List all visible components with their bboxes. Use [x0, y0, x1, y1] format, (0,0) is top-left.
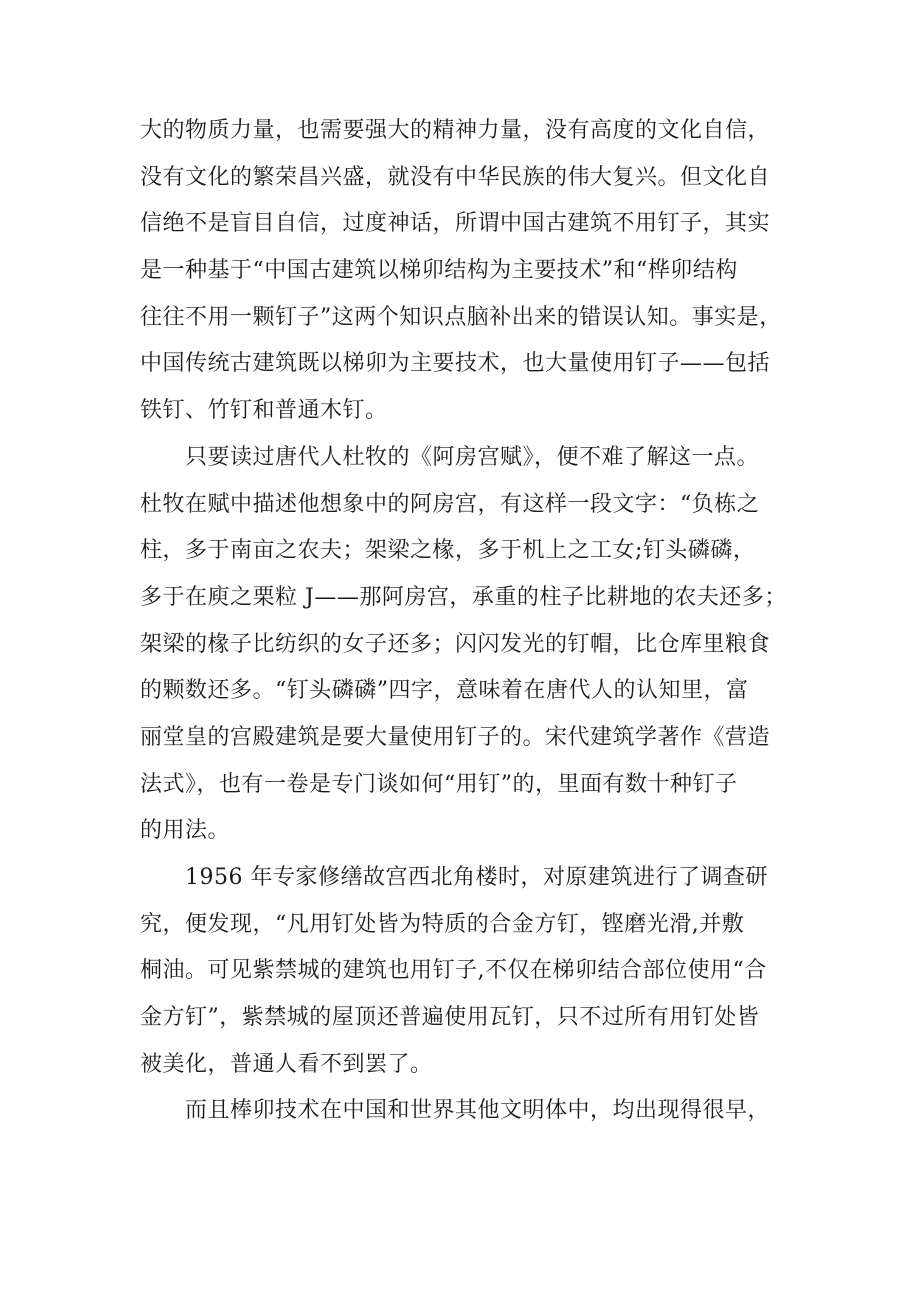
paragraph-start-line: 1956 年专家修缮故宫西北角楼时，对原建筑进行了调查研 — [185, 865, 768, 890]
text-line: 究，便发现，“凡用钉处皆为特质的合金方钉，铿磨光滑,并敷 — [140, 911, 745, 937]
text-line: 丽堂皇的宫殿建筑是要大量使用钉子的。宋代建筑学著作《营造 — [140, 724, 771, 750]
text-line: 没有文化的繁荣昌兴盛，就没有中华民族的伟大复兴。但文化自 — [140, 164, 771, 190]
text-line: 的颗数还多。“钉头磷磷”四字，意味着在唐代人的认知里，富 — [140, 678, 749, 704]
text-line: 架梁的椽子比纺织的女子还多；闪闪发光的钉帽，比仓库里粮食 — [140, 631, 771, 657]
text-line: 多于在庾之栗粒 J——那阿房宫，承重的柱子比耕地的农夫还多； — [140, 584, 787, 610]
text-line: 金方钉”，紫禁城的屋顶还普遍使用瓦钉，只不过所有用钉处皆 — [140, 1005, 760, 1031]
text-line: 法式》，也有一卷是专门谈如何“用钉”的，里面有数十种钉子 — [140, 771, 738, 797]
paragraph-start-line: 而且棒卯技术在中国和世界其他文明体中，均出现得很早， — [185, 1098, 771, 1124]
text-line: 的用法。 — [140, 818, 231, 844]
text-line: 是一种基于“中国古建筑以梯卯结构为主要技术”和“桦卯结构 — [140, 258, 738, 284]
text-line: 铁钉、竹钉和普通木钉。 — [140, 398, 388, 424]
text-line: 桐油。可见紫禁城的建筑也用钉子,不仅在梯卯结合部位使用“合 — [140, 958, 767, 984]
body-text — [140, 108, 800, 1135]
text-line: 中国传统古建筑既以梯卯为主要技术，也大量使用钉子——包括 — [140, 351, 771, 377]
text-line: 信绝不是盲目自信，过度神话，所谓中国古建筑不用钉子，其实 — [140, 211, 771, 237]
text-line: 杜牧在赋中描述他想象中的阿房宫，有这样一段文字：“负栋之 — [140, 491, 760, 517]
text-line: 柱，多于南亩之农夫；架梁之椽，多于机上之工女;钉头磷磷， — [140, 538, 756, 564]
text-line: 往往不用一颗钉子”这两个知识点脑补出来的错误认知。事实是， — [140, 304, 782, 330]
paragraph-start-line: 只要读过唐代人杜牧的《阿房宫赋》，便不难了解这一点。 — [185, 444, 760, 470]
text-line: 大的物质力量，也需要强大的精神力量，没有高度的文化自信， — [140, 118, 771, 143]
text-line: 被美化，普通人看不到罢了。 — [140, 1051, 433, 1077]
